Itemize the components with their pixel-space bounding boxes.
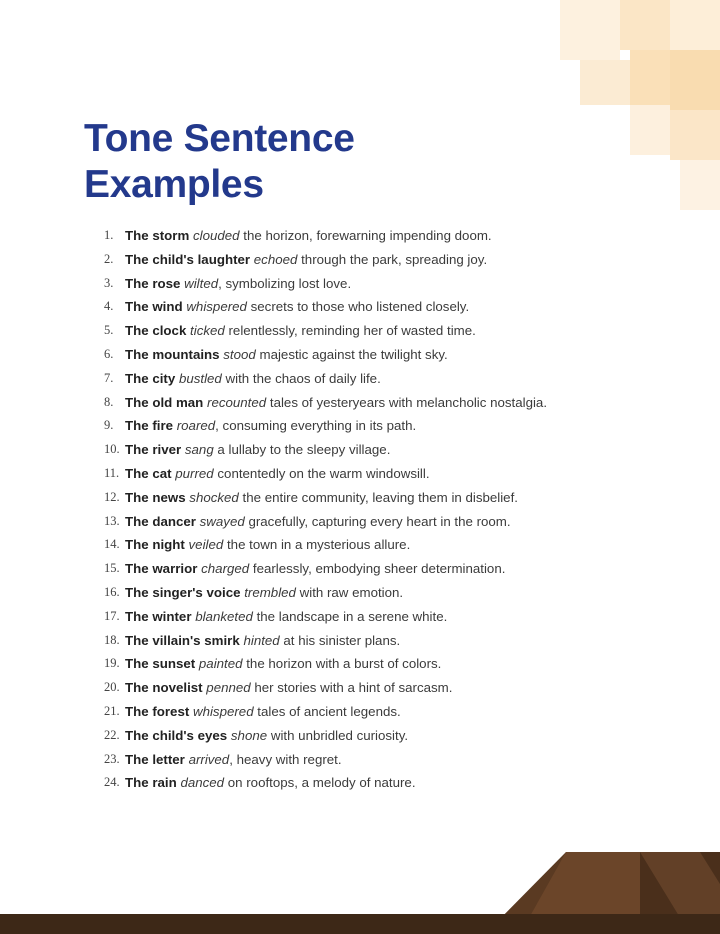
list-item bbox=[104, 391, 547, 415]
list-item bbox=[104, 319, 547, 343]
item-subject: The storm bbox=[125, 228, 190, 243]
item-verb: ticked bbox=[190, 323, 225, 339]
item-subject: The rain bbox=[125, 775, 177, 791]
item-rest: with raw emotion. bbox=[299, 584, 404, 600]
item-verb: penned bbox=[206, 680, 251, 696]
list-item bbox=[104, 486, 547, 510]
item-number: 24. bbox=[104, 775, 120, 790]
item-verb: echoed bbox=[253, 251, 298, 267]
item-verb: whispered bbox=[186, 299, 247, 315]
list-item bbox=[104, 510, 547, 534]
item-verb: swayed bbox=[199, 513, 245, 529]
item-verb: veiled bbox=[188, 537, 224, 553]
list-item bbox=[104, 272, 547, 296]
list-item bbox=[104, 533, 547, 557]
item-verb: shocked bbox=[189, 489, 239, 505]
item-subject: The warrior bbox=[125, 561, 198, 577]
item-number: 12. bbox=[104, 489, 120, 504]
item-subject: The rose bbox=[125, 275, 181, 291]
item-rest: secrets to those who listened closely. bbox=[250, 299, 470, 315]
item-rest: majestic against the twilight sky. bbox=[259, 346, 448, 362]
item-number: 16. bbox=[104, 584, 120, 599]
list-item bbox=[104, 724, 547, 748]
list-item bbox=[104, 581, 547, 605]
item-number: 4. bbox=[104, 299, 114, 314]
item-rest: a lullaby to the sleepy village. bbox=[217, 442, 391, 458]
item-number: 23. bbox=[104, 751, 120, 766]
item-rest: the horizon with a burst of colors. bbox=[246, 656, 442, 672]
item-verb: wilted bbox=[184, 275, 219, 291]
item-verb: trembled bbox=[244, 584, 296, 600]
list-item bbox=[104, 605, 547, 629]
item-verb: purred bbox=[175, 465, 214, 481]
item-rest: at his sinister plans. bbox=[283, 632, 401, 648]
item-rest: the horizon, forewarning impending doom. bbox=[243, 228, 492, 243]
item-verb: whispered bbox=[192, 703, 254, 719]
item-number: 10. bbox=[104, 442, 120, 457]
item-number: 9. bbox=[104, 418, 114, 433]
item-subject: The dancer bbox=[125, 513, 196, 529]
page-title bbox=[84, 116, 355, 208]
item-rest: with the chaos of daily life. bbox=[225, 370, 381, 386]
list-item bbox=[104, 557, 547, 581]
list-item bbox=[104, 462, 547, 486]
item-rest: gracefully, capturing every heart in the room. bbox=[248, 513, 511, 529]
item-number: 13. bbox=[104, 513, 120, 528]
item-subject: The mountains bbox=[125, 346, 220, 362]
item-rest: on rooftops, a melody of nature. bbox=[227, 775, 416, 791]
item-rest: through the park, spreading joy. bbox=[301, 251, 488, 267]
list-item bbox=[104, 248, 547, 272]
item-number: 3. bbox=[104, 275, 114, 290]
item-number: 8. bbox=[104, 394, 114, 409]
item-number: 6. bbox=[104, 346, 114, 361]
item-rest: contentedly on the warm windowsill. bbox=[217, 465, 430, 481]
item-rest: relentlessly, reminding her of wasted time. bbox=[228, 323, 476, 339]
item-rest: the town in a mysterious allure. bbox=[226, 537, 411, 553]
item-subject: The river bbox=[125, 442, 182, 458]
item-rest: the landscape in a serene white. bbox=[256, 608, 448, 624]
item-verb: danced bbox=[180, 775, 225, 791]
list-item bbox=[104, 343, 547, 367]
item-subject: The winter bbox=[125, 608, 192, 624]
item-number: 22. bbox=[104, 727, 120, 742]
item-number: 17. bbox=[104, 608, 120, 623]
item-subject: The old man bbox=[125, 394, 204, 410]
item-number: 20. bbox=[104, 680, 120, 695]
decorative-bottom-band bbox=[0, 814, 720, 934]
item-verb: painted bbox=[198, 656, 243, 672]
title-line-2: Examples bbox=[84, 163, 264, 206]
item-subject: The letter bbox=[125, 751, 185, 767]
item-subject: The forest bbox=[125, 703, 190, 719]
item-number: 11. bbox=[104, 465, 120, 480]
list-item bbox=[104, 676, 547, 700]
item-number: 5. bbox=[104, 323, 114, 338]
item-rest: , consuming everything in its path. bbox=[215, 418, 417, 434]
item-rest: , symbolizing lost love. bbox=[218, 275, 352, 291]
item-number: 19. bbox=[104, 656, 120, 671]
item-verb: recounted bbox=[207, 394, 267, 410]
item-number: 1. bbox=[104, 228, 114, 242]
list-item bbox=[104, 748, 547, 772]
item-number: 21. bbox=[104, 703, 120, 718]
list-item bbox=[104, 414, 547, 438]
item-rest: tales of yesteryears with melancholic nostalgia. bbox=[269, 394, 548, 410]
item-subject: The cat bbox=[125, 465, 172, 481]
item-subject: The sunset bbox=[125, 656, 196, 672]
item-verb: clouded bbox=[192, 228, 240, 243]
item-number: 7. bbox=[104, 370, 114, 385]
item-verb: roared bbox=[176, 418, 216, 434]
item-verb: shone bbox=[230, 727, 268, 743]
list-item bbox=[104, 652, 547, 676]
item-verb: bustled bbox=[178, 370, 222, 386]
item-subject: The singer's voice bbox=[125, 584, 241, 600]
examples-list bbox=[104, 224, 547, 795]
item-rest: the entire community, leaving them in disbelief. bbox=[242, 489, 518, 505]
item-verb: stood bbox=[223, 346, 256, 362]
item-number: 18. bbox=[104, 632, 120, 647]
item-subject: The villain's smirk bbox=[125, 632, 240, 648]
item-rest: tales of ancient legends. bbox=[257, 703, 401, 719]
item-subject: The fire bbox=[125, 418, 174, 434]
list-item bbox=[104, 771, 547, 795]
list-item bbox=[104, 295, 547, 319]
list-item bbox=[104, 438, 547, 462]
list-item bbox=[104, 700, 547, 724]
item-subject: The city bbox=[125, 370, 176, 386]
item-subject: The novelist bbox=[125, 680, 203, 696]
item-rest: with unbridled curiosity. bbox=[270, 727, 409, 743]
item-subject: The child's eyes bbox=[125, 727, 228, 743]
title-line-1: Tone Sentence bbox=[84, 117, 355, 160]
item-rest: fearlessly, embodying sheer determination. bbox=[252, 561, 506, 577]
item-verb: arrived bbox=[188, 751, 230, 767]
list-item bbox=[104, 224, 547, 248]
item-subject: The night bbox=[125, 537, 185, 553]
list-item bbox=[104, 367, 547, 391]
item-subject: The wind bbox=[125, 299, 183, 315]
item-number: 14. bbox=[104, 537, 120, 552]
item-subject: The news bbox=[125, 489, 186, 505]
item-number: 2. bbox=[104, 251, 114, 266]
item-verb: charged bbox=[201, 561, 250, 577]
list-item bbox=[104, 629, 547, 653]
item-subject: The clock bbox=[125, 323, 187, 339]
item-number: 15. bbox=[104, 561, 120, 576]
item-rest: her stories with a hint of sarcasm. bbox=[254, 680, 453, 696]
item-subject: The child's laughter bbox=[125, 251, 251, 267]
item-verb: sang bbox=[184, 442, 214, 458]
decorative-corner-tiles bbox=[520, 0, 720, 220]
item-rest: , heavy with regret. bbox=[229, 751, 342, 767]
item-verb: hinted bbox=[243, 632, 280, 648]
item-verb: blanketed bbox=[195, 608, 253, 624]
